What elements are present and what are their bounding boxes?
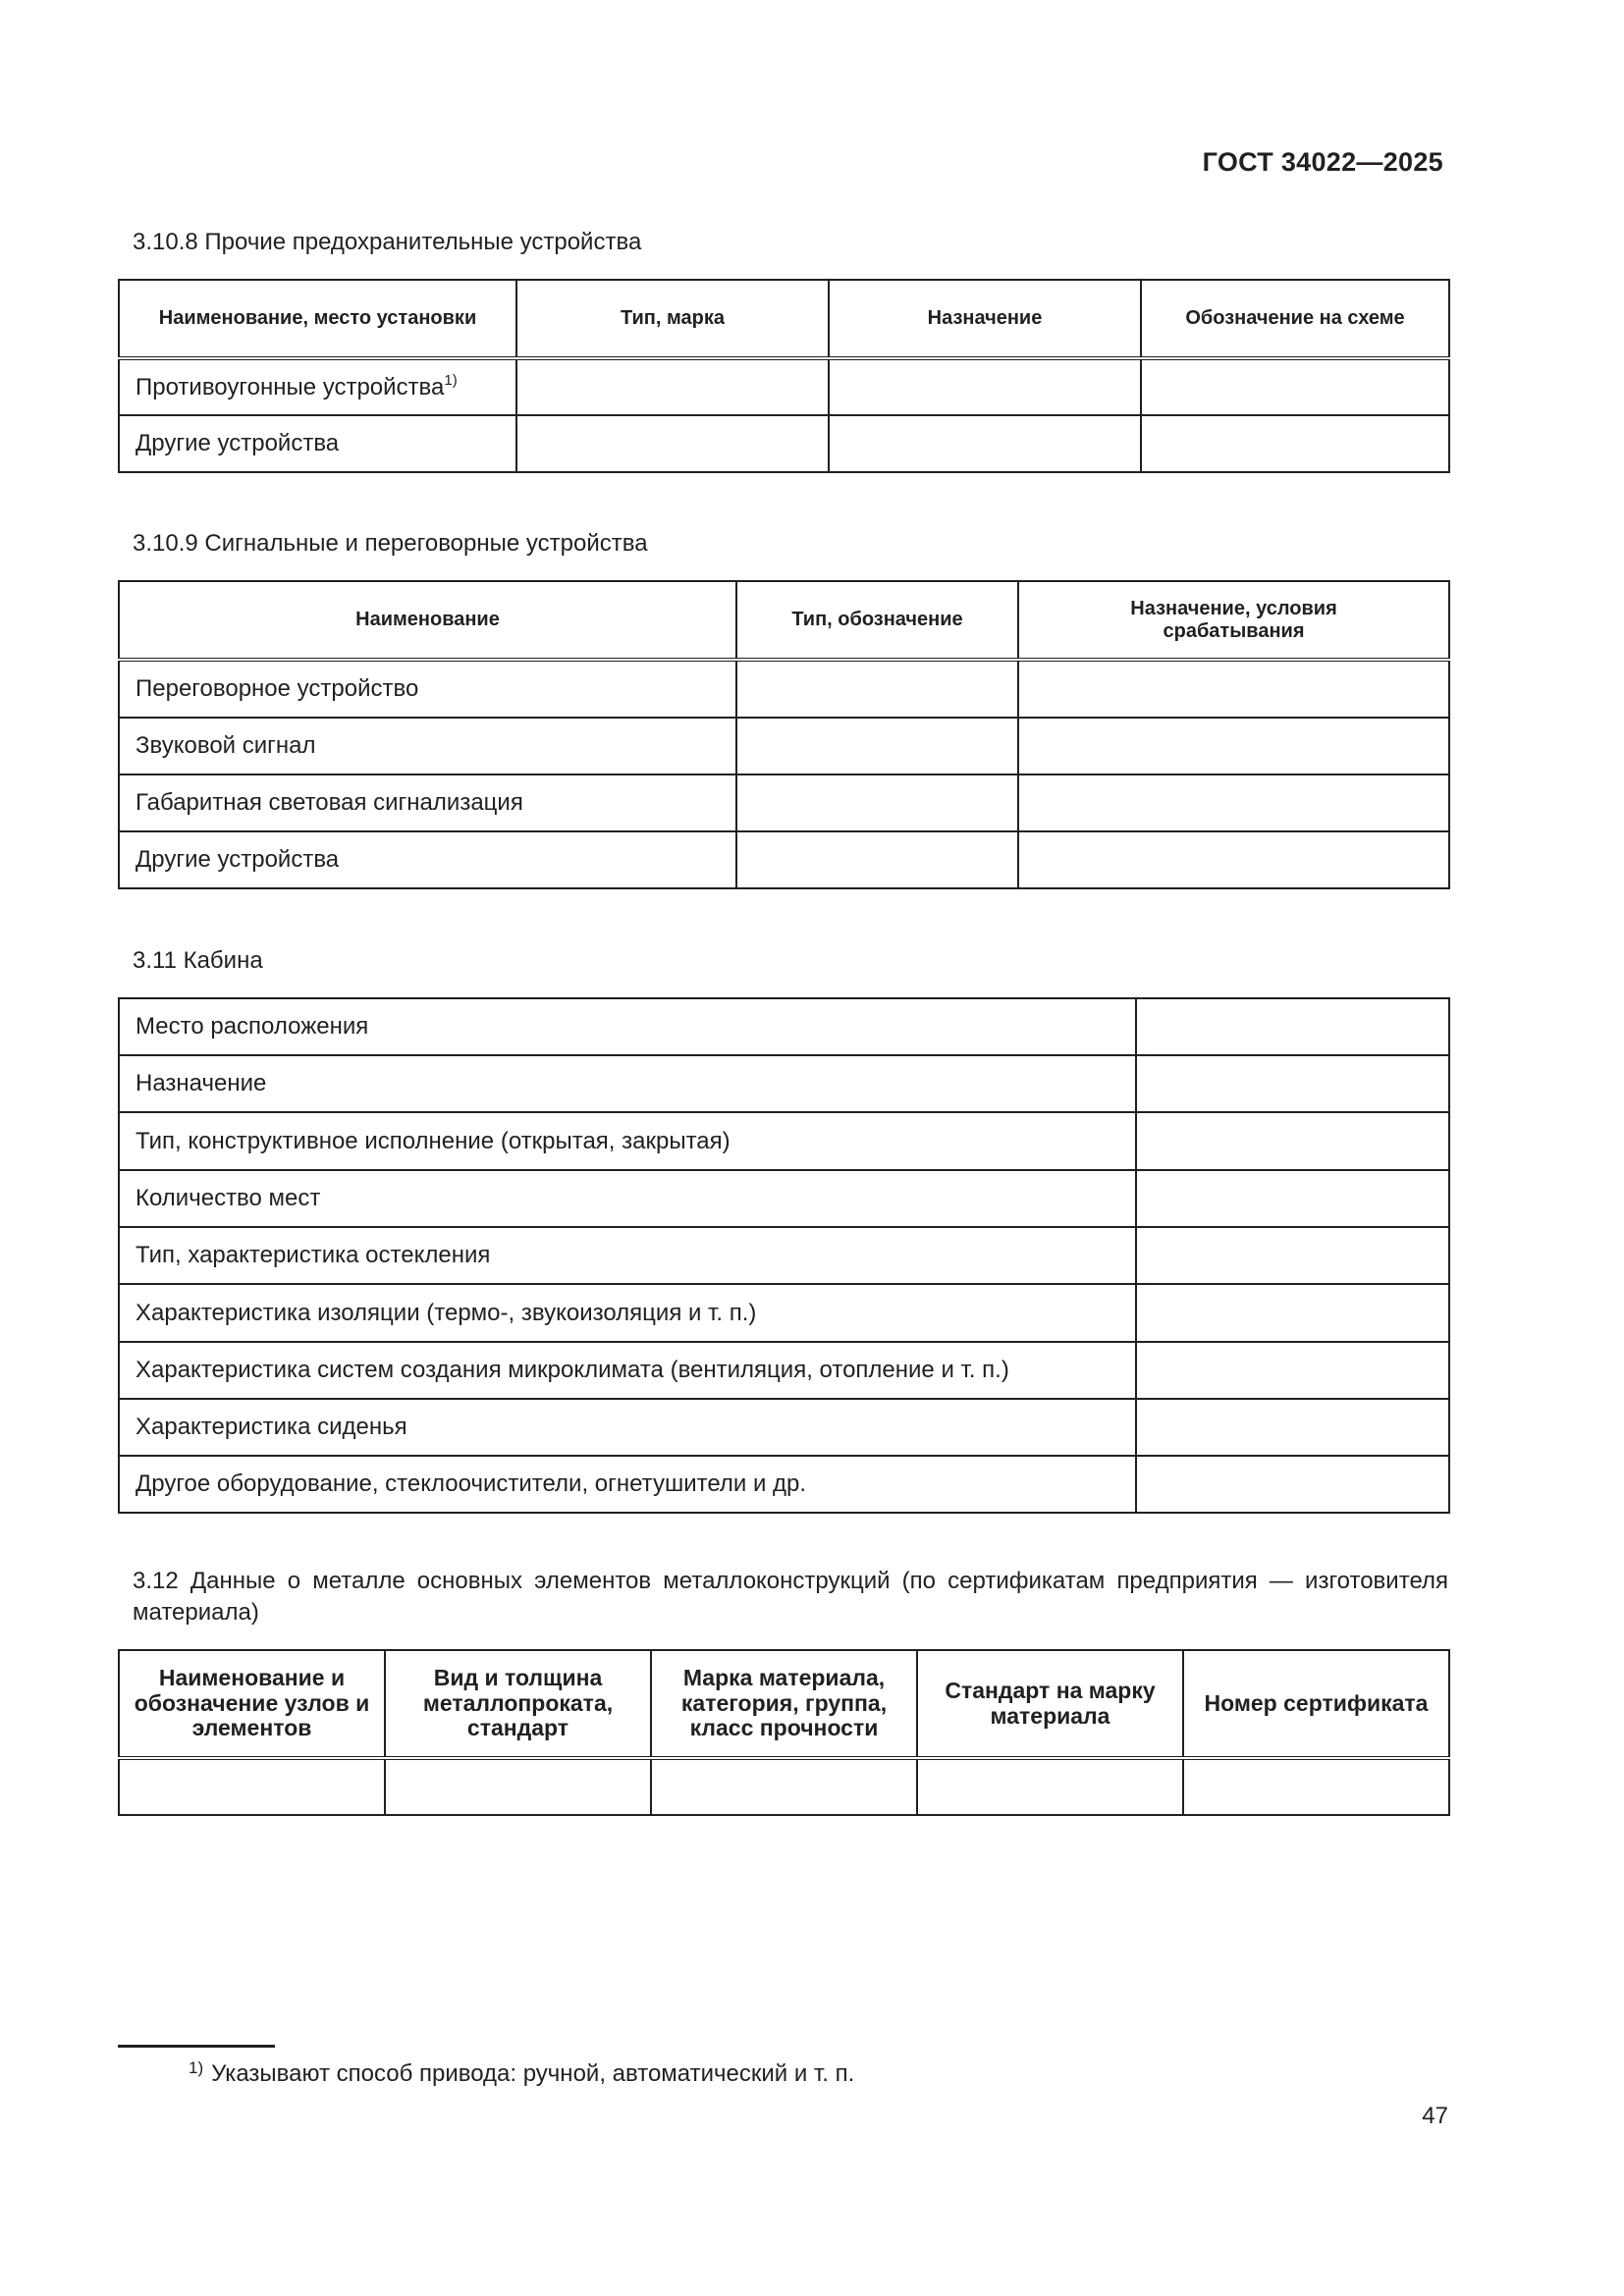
empty-cell[interactable] <box>385 1758 651 1815</box>
table-header-row <box>119 581 1449 660</box>
column-header: Наименование <box>119 581 736 660</box>
empty-cell[interactable] <box>1136 1227 1449 1284</box>
page-number: 47 <box>1422 2103 1448 2129</box>
column-header: Назначение, условия срабатывания <box>1018 581 1449 660</box>
empty-cell[interactable] <box>917 1758 1183 1815</box>
footnote <box>189 2058 854 2088</box>
column-header: Тип, марка <box>516 280 829 358</box>
row-label: Другие устройства <box>119 415 516 472</box>
row-label: Габаритная световая сигнализация <box>119 774 736 831</box>
column-header: Стандарт на марку материала <box>917 1650 1183 1758</box>
table-row <box>119 660 1449 718</box>
row-label: Тип, конструктивное исполнение (открытая, закрытая) <box>119 1112 1136 1170</box>
empty-cell[interactable] <box>1018 831 1449 888</box>
empty-cell[interactable] <box>1136 1456 1449 1513</box>
column-header: Наименование и обозначение узлов и элементов <box>119 1650 385 1758</box>
table-row <box>119 1758 1449 1815</box>
table-row <box>119 998 1449 1055</box>
table-row <box>119 831 1449 888</box>
table-row <box>119 1342 1449 1399</box>
row-label: Назначение <box>119 1055 1136 1112</box>
table-row <box>119 1399 1449 1456</box>
empty-cell[interactable] <box>516 358 829 415</box>
empty-cell[interactable] <box>1141 415 1449 472</box>
table-row <box>119 1055 1449 1112</box>
empty-cell[interactable] <box>1018 774 1449 831</box>
footnote-text: Указывают способ привода: ручной, автоматический и т. п. <box>211 2060 855 2087</box>
row-label: Место расположения <box>119 998 1136 1055</box>
table-row <box>119 1112 1449 1170</box>
empty-cell[interactable] <box>1136 1112 1449 1170</box>
empty-cell[interactable] <box>736 831 1018 888</box>
table-row <box>119 1284 1449 1342</box>
empty-cell[interactable] <box>1018 718 1449 774</box>
column-header: Назначение <box>829 280 1141 358</box>
footnote-mark: 1) <box>444 371 458 389</box>
table-signal-devices <box>118 580 1450 889</box>
footnote-mark: 1) <box>189 2058 204 2077</box>
table-row <box>119 1227 1449 1284</box>
section-3-11-title: 3.11 Кабина <box>133 947 263 974</box>
column-header: Марка материала, категория, группа, класс прочности <box>651 1650 917 1758</box>
empty-cell[interactable] <box>736 660 1018 718</box>
table-metal-data <box>118 1649 1450 1816</box>
row-label: Другие устройства <box>119 831 736 888</box>
row-label: Характеристика сиденья <box>119 1399 1136 1456</box>
section-3-10-8-title: 3.10.8 Прочие предохранительные устройства <box>133 229 642 255</box>
empty-cell[interactable] <box>1136 1284 1449 1342</box>
column-header: Обозначение на схеме <box>1141 280 1449 358</box>
row-label: Характеристика изоляции (термо-, звукоизоляция и т. п.) <box>119 1284 1136 1342</box>
empty-cell[interactable] <box>1136 1342 1449 1399</box>
column-header: Номер сертификата <box>1183 1650 1449 1758</box>
table-row <box>119 774 1449 831</box>
section-3-12-title: 3.12 Данные о металле основных элементов металлоконструкций (по сертификатам предприятия — изготовителя материала) <box>133 1568 1448 1626</box>
empty-cell[interactable] <box>1136 1170 1449 1227</box>
row-label: Тип, характеристика остекления <box>119 1227 1136 1284</box>
empty-cell[interactable] <box>1018 660 1449 718</box>
table-cabin <box>118 997 1450 1514</box>
row-label: Количество мест <box>119 1170 1136 1227</box>
row-label: Противоугонные устройства$^{1)}$ <box>119 358 516 415</box>
table-header-row <box>119 280 1449 358</box>
row-label: Другое оборудование, стеклоочистители, огнетушители и др. <box>119 1456 1136 1513</box>
empty-cell[interactable] <box>651 1758 917 1815</box>
table-row <box>119 1170 1449 1227</box>
empty-cell[interactable] <box>829 358 1141 415</box>
row-label: Переговорное устройство <box>119 660 736 718</box>
column-header: Вид и толщина металлопроката, стандарт <box>385 1650 651 1758</box>
empty-cell[interactable] <box>516 415 829 472</box>
column-header: Наименование, место установки <box>119 280 516 358</box>
footnote-divider <box>118 2045 275 2048</box>
table-row <box>119 415 1449 472</box>
row-label: Характеристика систем создания микроклимата (вентиляция, отопление и т. п.) <box>119 1342 1136 1399</box>
empty-cell[interactable] <box>736 774 1018 831</box>
table-safety-devices <box>118 279 1450 473</box>
empty-cell[interactable] <box>1141 358 1449 415</box>
empty-cell[interactable] <box>1136 1055 1449 1112</box>
section-3-10-9-title: 3.10.9 Сигнальные и переговорные устройства <box>133 530 648 557</box>
empty-cell[interactable] <box>1183 1758 1449 1815</box>
column-header: Тип, обозначение <box>736 581 1018 660</box>
table-row <box>119 358 1449 415</box>
empty-cell[interactable] <box>119 1758 385 1815</box>
empty-cell[interactable] <box>829 415 1141 472</box>
empty-cell[interactable] <box>736 718 1018 774</box>
table-row <box>119 718 1449 774</box>
table-row <box>119 1456 1449 1513</box>
empty-cell[interactable] <box>1136 998 1449 1055</box>
table-header-row <box>119 1650 1449 1758</box>
empty-cell[interactable] <box>1136 1399 1449 1456</box>
document-standard-number: ГОСТ 34022—2025 <box>1202 147 1443 177</box>
row-label: Звуковой сигнал <box>119 718 736 774</box>
